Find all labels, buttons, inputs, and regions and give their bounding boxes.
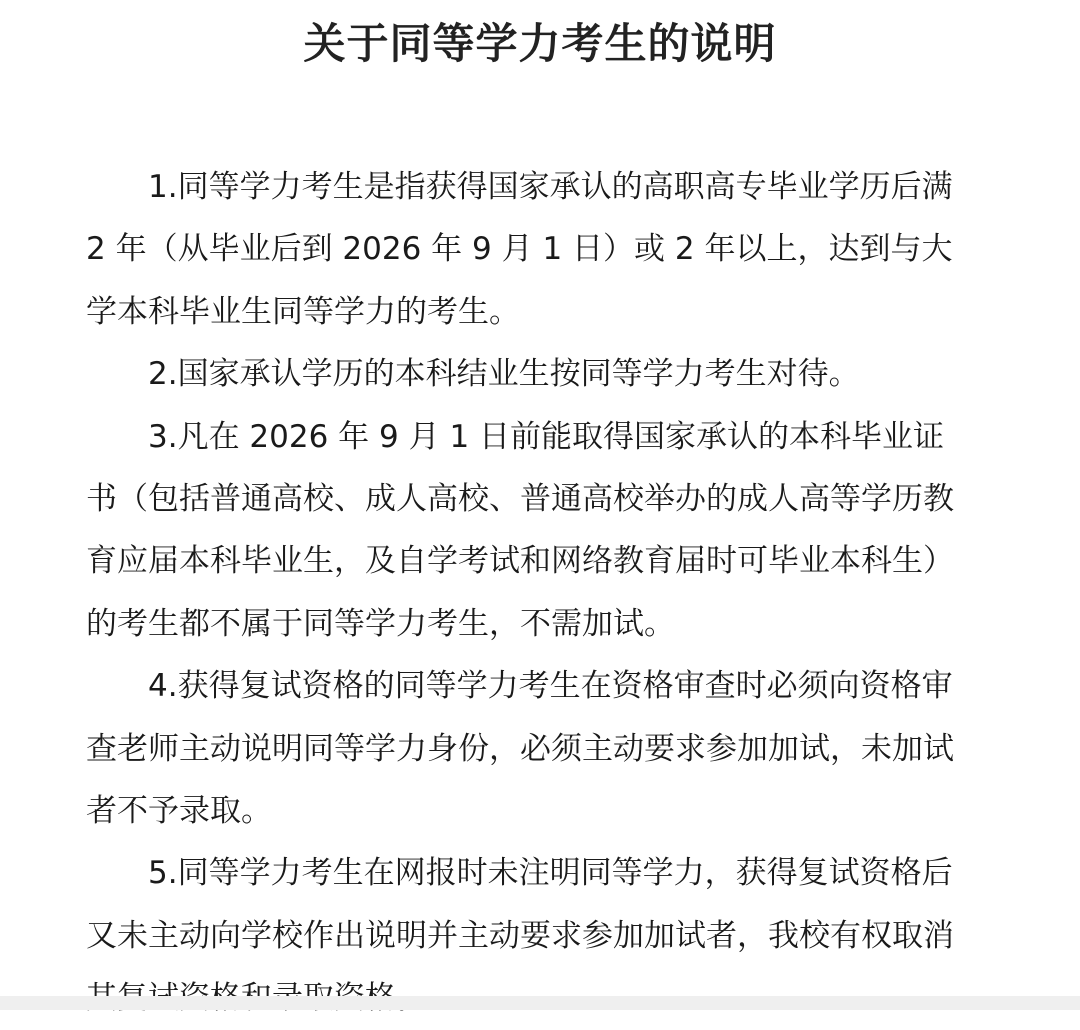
document-title: 关于同等学力考生的说明 (303, 19, 777, 68)
paragraph-5: 5.同等学力考生在网报时未注明同等学力，获得复试资格后又未主动向学校作出说明并主动要求参加加试者，我校有权取消 (86, 855, 954, 954)
bottom-scroll-strip (0, 996, 1080, 1010)
paragraph-3: 3.凡在 2026 年 9 月 1 日前能取得国家承认的本科毕业证书（包括普通高校、成人高校、普通高校举办的成人高等学历教育应届本科毕业生，及自学考试和网络教育届时可毕业本科生）的考生都不属于同等学力考生，不需加试。 (86, 418, 954, 642)
paragraph-4: 4.获得复试资格的同等学力考生在资格审查时必须向资格审查老师主动说明同等学力身份，必须主动要求参加加试，未加试者不予录取。 (86, 668, 954, 830)
paragraph-2: 2.国家承认学历的本科结业生按同等学力考生对待。 (148, 356, 860, 393)
paragraph-1: 1.同等学力考生是指获得国家承认的高职高专毕业学历后满 2 年（从毕业后到 2026 年 9 月 1 日）或 2 年以上，达到与大学本科毕业生同等学力的考生。 (86, 169, 953, 330)
document-body (86, 156, 966, 1030)
